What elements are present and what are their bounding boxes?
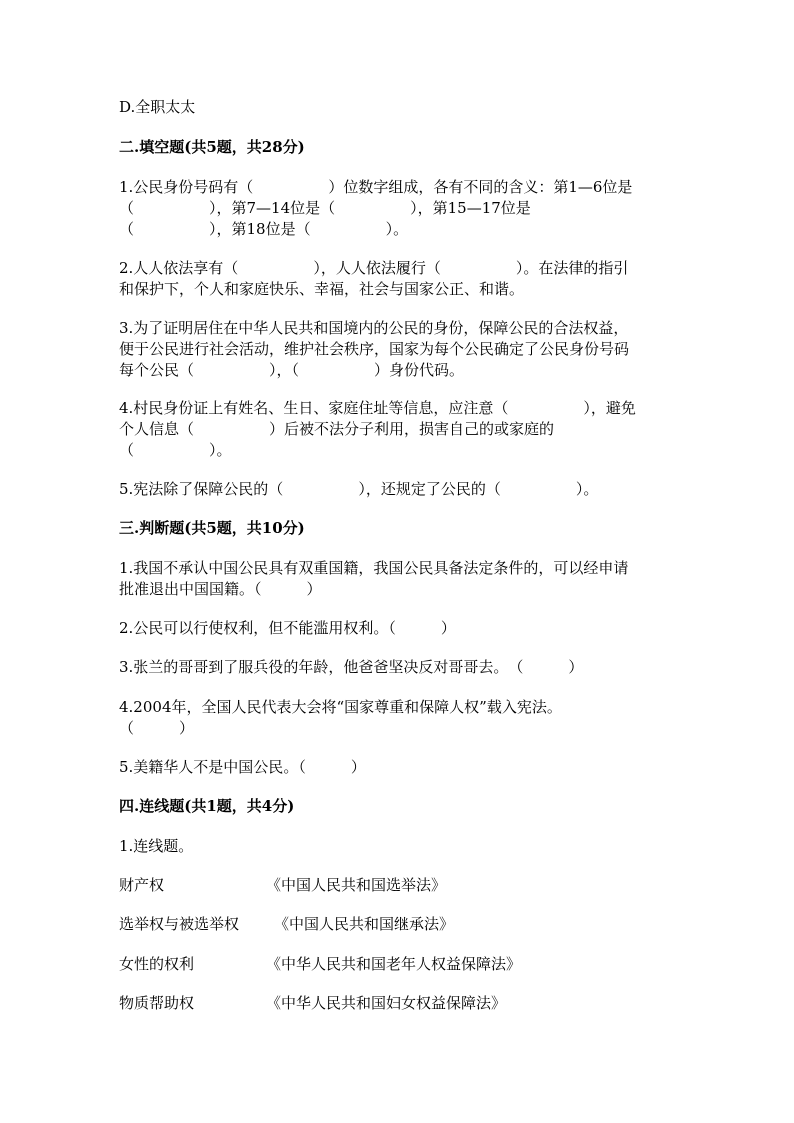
match-right-item: 《中国人民共和国继承法》 xyxy=(274,915,455,933)
fill-q2-line1: 2.人人依法享有（ ），人人依法履行（ ）。在法律的指引 xyxy=(119,259,629,277)
choice-option-d: D.全职太太 xyxy=(119,98,196,116)
fill-q3-line3: 每个公民（ ），（ ）身份代码。 xyxy=(119,361,465,379)
judge-q4-line1: 4.2004年，全国人民代表大会将“国家尊重和保障人权”载入宪法。 xyxy=(119,698,562,716)
fill-q1-line2: （ ），第7—14位是（ ），第15—17位是 xyxy=(119,199,531,217)
judge-q5: 5.美籍华人不是中国公民。（ ） xyxy=(119,758,366,776)
fill-q4-line2: 个人信息（ ）后被不法分子利用，损害自己的或家庭的 xyxy=(119,420,555,438)
section4-heading: 四.连线题(共1题，共4分) xyxy=(119,797,295,815)
match-left-item: 选举权与被选举权 xyxy=(119,915,240,933)
fill-q1-line1: 1.公民身份号码有（ ）位数字组成，各有不同的含义：第1—6位是 xyxy=(119,178,633,196)
fill-q4-line3: （ ）。 xyxy=(119,441,232,459)
section3-heading: 三.判断题(共5题，共10分) xyxy=(119,519,305,537)
match-left-item: 财产权 xyxy=(119,876,165,894)
fill-q3-line2: 便于公民进行社会活动，维护社会秩序，国家为每个公民确定了公民身份号码 xyxy=(119,340,630,358)
fill-q3-line1: 3.为了证明居住在中华人民共和国境内的公民的身份，保障公民的合法权益， xyxy=(119,319,629,337)
judge-q1-line1: 1.我国不承认中国公民具有双重国籍，我国公民具备法定条件的，可以经申请 xyxy=(119,559,629,577)
fill-q5-line1: 5.宪法除了保障公民的（ ），还规定了公民的（ ）。 xyxy=(119,480,599,498)
match-right-item: 《中华人民共和国妇女权益保障法》 xyxy=(266,994,507,1012)
match-right-item: 《中国人民共和国选举法》 xyxy=(266,876,447,894)
section2-heading: 二.填空题(共5题，共28分) xyxy=(119,138,305,156)
fill-q2-line2: 和保护下，个人和家庭快乐、幸福，社会与国家公正、和谐。 xyxy=(119,280,525,298)
match-q1: 1.连线题。 xyxy=(119,837,194,855)
match-right-item: 《中华人民共和国老年人权益保障法》 xyxy=(266,955,522,973)
match-left-item: 女性的权利 xyxy=(119,955,195,973)
judge-q3: 3.张兰的哥哥到了服兵役的年龄，他爸爸坚决反对哥哥去。 （ ） xyxy=(119,658,584,676)
fill-q1-line3: （ ），第18位是（ ）。 xyxy=(119,220,409,238)
judge-q4-line2: （ ） xyxy=(119,719,195,737)
match-left-item: 物质帮助权 xyxy=(119,994,195,1012)
judge-q1-line2: 批准退出中国国籍。（ ） xyxy=(119,580,322,598)
fill-q4-line1: 4.村民身份证上有姓名、生日、家庭住址等信息，应注意（ ），避免 xyxy=(119,399,636,417)
judge-q2: 2.公民可以行使权利，但不能滥用权利。（ ） xyxy=(119,619,456,637)
